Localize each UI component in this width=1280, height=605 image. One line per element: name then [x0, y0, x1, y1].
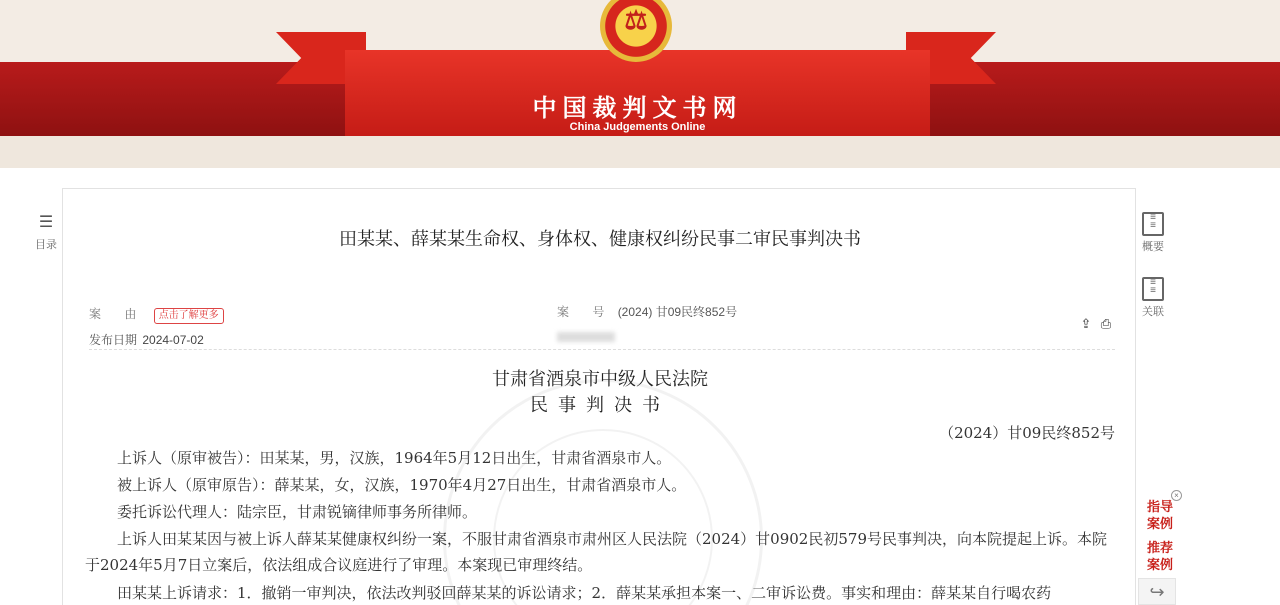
guide-cases-link[interactable]	[1140, 498, 1180, 532]
court-name: 甘肃省酒泉市中级人民法院	[492, 369, 708, 390]
scales-icon: ⚖	[624, 6, 648, 36]
cause-more-tag[interactable]: 点击了解更多	[154, 308, 224, 324]
cause-label: 案 由	[89, 307, 147, 321]
recommend-cases-label-2: 案例	[1146, 557, 1173, 572]
blurred-text	[557, 332, 615, 342]
document-icon: ≡ ≡	[1142, 277, 1164, 301]
publish-row	[89, 331, 204, 348]
guide-cases-label-2: 案例	[1146, 516, 1173, 531]
recommend-cases-link[interactable]	[1140, 539, 1180, 573]
header-bottom-band	[0, 136, 1280, 168]
paragraph: 委托诉讼代理人：陆宗臣，甘肃锐镝律师事务所律师。	[117, 503, 478, 521]
document-case-number: （2024）甘09民终852号	[939, 424, 1115, 442]
list-icon: ☰	[38, 214, 54, 231]
paragraph: 上诉人（原审被告）：田某某，男，汉族，1964年5月12日出生，甘肃省酒泉市人。	[117, 449, 672, 467]
meta-divider	[89, 349, 1115, 350]
publish-date: 2024-07-02	[142, 333, 204, 347]
toc-label: 目录	[35, 239, 57, 251]
download-icon[interactable]: ⇪	[1080, 316, 1092, 331]
case-no-row	[557, 303, 737, 320]
summary-button[interactable]	[1138, 212, 1168, 254]
site-title[interactable]: 中国裁判文书网	[532, 94, 743, 122]
case-no-label: 案 号	[557, 305, 615, 319]
recommend-cases-label-1: 推荐	[1146, 540, 1173, 555]
paragraph: 田某某上诉请求：1．撤销一审判决，依法改判驳回薛某某的诉讼请求；2．薛某某承担本案一、二审诉讼费。事实和理由：薛某某自行喝农药	[117, 584, 1052, 602]
blurred-field	[557, 329, 615, 343]
guide-cases-label-1: 指导	[1146, 499, 1173, 514]
summary-label: 概要	[1142, 241, 1164, 253]
print-icon[interactable]: ⎙	[1100, 316, 1112, 331]
site-subtitle: China Judgements Online	[569, 121, 706, 133]
close-icon[interactable]: ×	[1171, 490, 1182, 501]
case-no-value: (2024) 甘09民终852号	[617, 305, 738, 319]
toc-button[interactable]	[30, 212, 62, 252]
related-label: 关联	[1142, 306, 1164, 318]
cause-row	[89, 305, 224, 324]
document-title: 田某某、薛某某生命权、身体权、健康权纠纷民事二审民事判决书	[339, 229, 861, 249]
document-card	[62, 188, 1136, 605]
document-type: 民事判决书	[530, 395, 670, 416]
document-icon: ≡ ≡	[1142, 212, 1164, 236]
share-icon[interactable]: ↪	[1138, 578, 1176, 605]
related-button[interactable]	[1138, 277, 1168, 319]
paragraph: 被上诉人（原审原告）：薛某某，女，汉族，1970年4月27日出生，甘肃省酒泉市人。	[117, 476, 687, 494]
publish-label: 发布日期	[89, 333, 138, 347]
paragraph: 上诉人田某某因与被上诉人薛某某健康权纠纷一案，不服甘肃省酒泉市肃州区人民法院（2024）甘0902民初579号民事判决，向本院提起上诉。本院于2024年5月7日立案后，依法组成合议庭进行了审理。本案现已审理终结。	[85, 530, 1107, 574]
